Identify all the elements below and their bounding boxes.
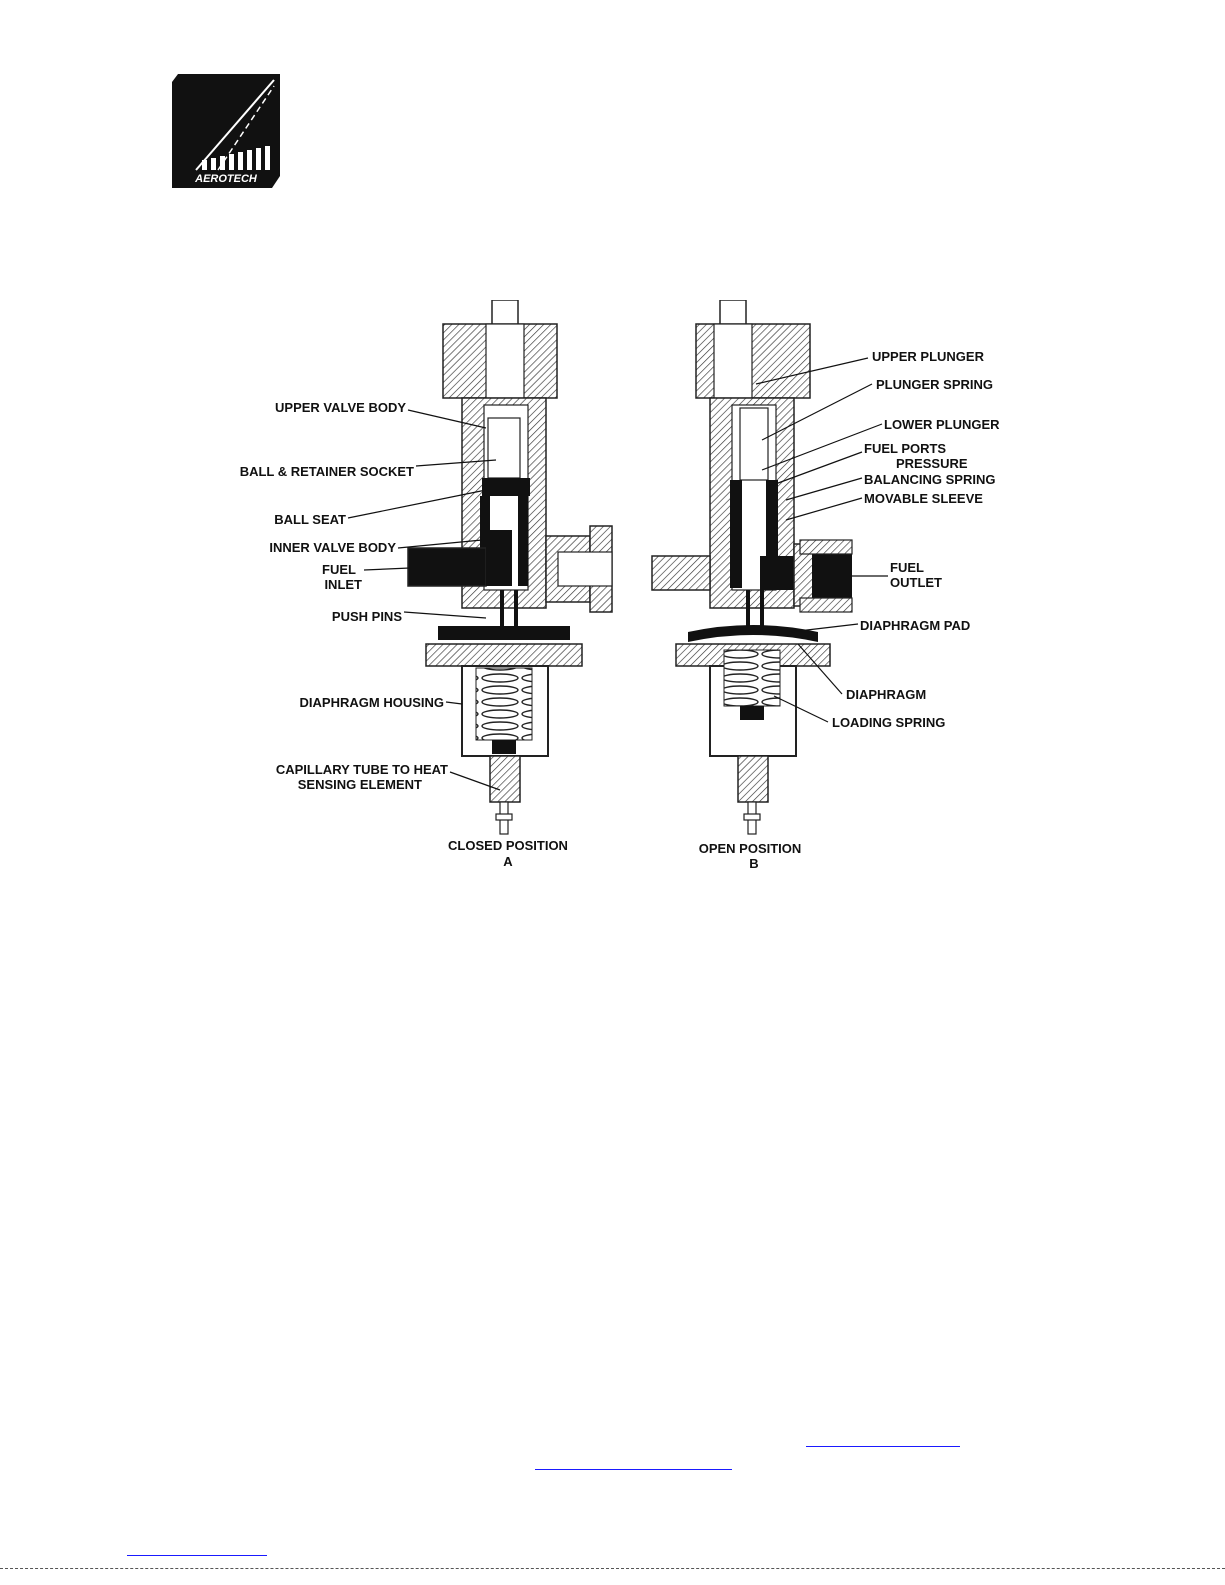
page-bottom-rule	[0, 1568, 1225, 1569]
label-upper-plunger: UPPER PLUNGER	[872, 349, 984, 364]
label-plunger-spring: PLUNGER SPRING	[876, 377, 994, 392]
label-fuel-inlet-line1: FUEL	[322, 562, 356, 577]
caption-letter-b: B	[749, 856, 759, 871]
label-movable-sleeve: MOVABLE SLEEVE	[864, 491, 983, 506]
caption-open-position: OPEN POSITION	[698, 841, 802, 856]
valve-b-open	[652, 300, 852, 834]
logo-wordmark: AEROTECH	[195, 173, 257, 185]
label-diaphragm-pad: DIAPHRAGM PAD	[860, 618, 971, 633]
label-ball-seat: BALL SEAT	[274, 512, 346, 527]
footer-link-underline-3[interactable]	[127, 1555, 267, 1556]
valve-a-closed	[408, 300, 612, 834]
footer-link-underline-2[interactable]	[535, 1469, 732, 1470]
aerotech-logo	[168, 72, 283, 190]
label-fuel-outlet-line1: FUEL	[890, 560, 924, 575]
label-fuel-inlet-line2: INLET	[324, 577, 362, 592]
label-upper-valve-body: UPPER VALVE BODY	[275, 400, 406, 415]
label-diaphragm-housing: DIAPHRAGM HOUSING	[299, 695, 444, 710]
valve-diagram	[200, 300, 1030, 880]
caption-letter-a: A	[503, 854, 513, 869]
label-capillary-line2: SENSING ELEMENT	[297, 777, 422, 792]
label-lower-plunger: LOWER PLUNGER	[884, 417, 1000, 432]
label-ball-retainer-socket: BALL & RETAINER SOCKET	[239, 464, 414, 479]
label-fuel-ports: FUEL PORTS	[864, 441, 947, 456]
label-inner-valve-body: INNER VALVE BODY	[269, 540, 396, 555]
footer-link-underline-1[interactable]	[806, 1446, 960, 1447]
label-balancing-spring: BALANCING SPRING	[864, 472, 996, 487]
label-push-pins: PUSH PINS	[331, 609, 402, 624]
label-diaphragm: DIAPHRAGM	[846, 687, 927, 702]
label-pressure: PRESSURE	[896, 456, 968, 471]
label-capillary-line1: CAPILLARY TUBE TO HEAT	[275, 762, 448, 777]
label-loading-spring: LOADING SPRING	[832, 715, 946, 730]
caption-closed-position: CLOSED POSITION	[448, 838, 568, 853]
label-fuel-outlet-line2: OUTLET	[890, 575, 942, 590]
